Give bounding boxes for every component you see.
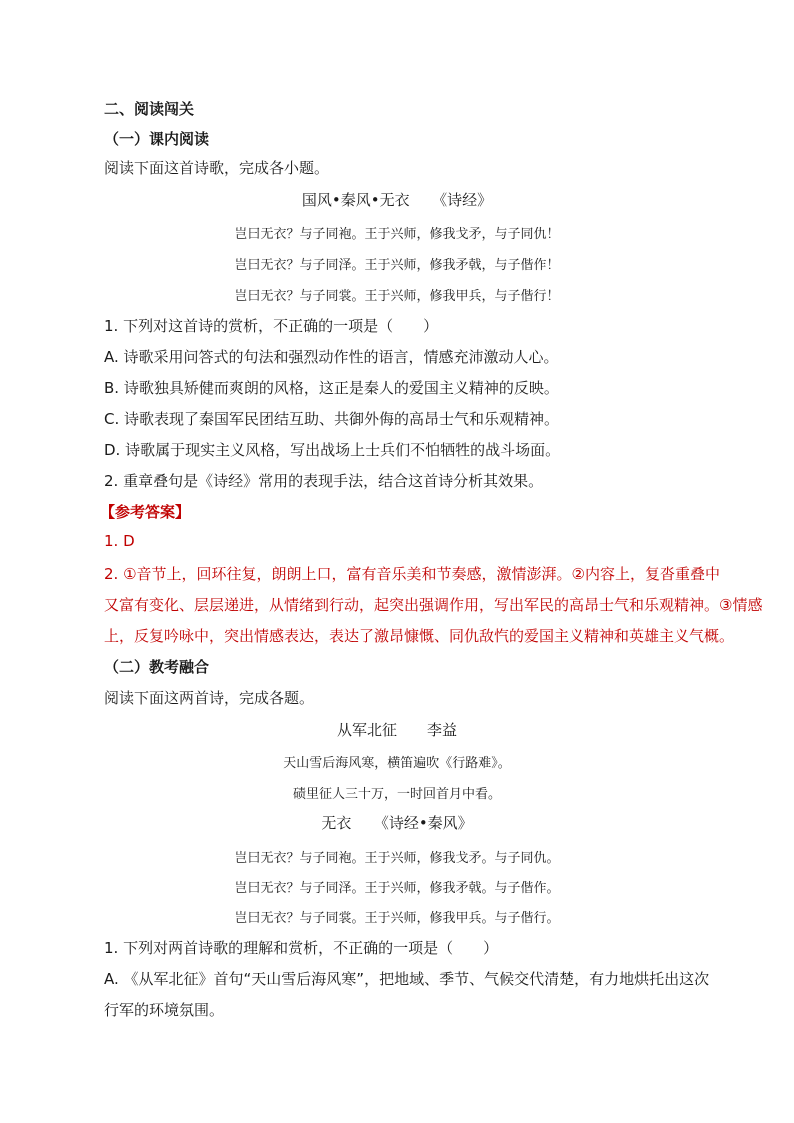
- part1-poem-line: 岂曰无衣？与子同裳。王于兴师，修我甲兵，与子偕行！: [234, 289, 560, 304]
- part2-poem2-line: 岂曰无衣？与子同泽。王于兴师，修我矛戟。与子偕作。: [234, 881, 560, 896]
- part2-instruction: 阅读下面这两首诗，完成各题。: [104, 689, 315, 707]
- part2-heading: （二）教考融合: [104, 658, 210, 676]
- part1-option-b: B. 诗歌独具矫健而爽朗的风格，这正是秦人的爱国主义精神的反映。: [104, 379, 559, 397]
- answer-1: 1. D: [104, 532, 135, 550]
- answer-2-line: 又富有变化、层层递进，从情绪到行动，起突出强调作用，写出军民的高昂士气和乐观精神。③情感: [104, 596, 763, 614]
- part1-poem-line: 岂曰无衣？与子同泽。王于兴师，修我矛戟，与子偕作！: [234, 258, 560, 273]
- part1-instruction: 阅读下面这首诗歌，完成各小题。: [104, 159, 330, 177]
- answer-heading: 【参考答案】: [100, 503, 191, 521]
- answer-2-line: 上，反复吟咏中，突出情感表达，表达了激昂慷慨、同仇敌忾的爱国主义精神和英雄主义气概。: [104, 627, 735, 645]
- part1-poem-title: 国风•秦风•无衣 《诗经》: [301, 191, 493, 209]
- part2-question1: 1. 下列对两首诗歌的理解和赏析，不正确的一项是（ ）: [104, 939, 499, 957]
- part2-option-a-line: A. 《从军北征》首句“天山雪后海风寒”，把地域、季节、气候交代清楚，有力地烘托出这次: [104, 970, 710, 988]
- part2-poem1-line: 天山雪后海风寒，横笛遍吹《行路难》。: [283, 756, 511, 771]
- part1-poem-line: 岂曰无衣？与子同袍。王于兴师，修我戈矛，与子同仇！: [234, 227, 560, 242]
- section-title: 二、阅读闯关: [104, 100, 195, 118]
- answer-2-line: 2. ①音节上，回环往复，朗朗上口，富有音乐美和节奏感，激情澎湃。②内容上，复沓重叠中: [104, 565, 720, 583]
- part2-poem1-title: 从军北征 李益: [336, 721, 457, 739]
- part2-poem2-line: 岂曰无衣？与子同袍。王于兴师，修我戈矛。与子同仇。: [234, 851, 560, 866]
- part2-option-a-line: 行军的环境氛围。: [104, 1001, 225, 1019]
- part1-question2: 2. 重章叠句是《诗经》常用的表现手法，结合这首诗分析其效果。: [104, 472, 544, 490]
- part2-poem1-line: 碛里征人三十万，一时回首月中看。: [292, 787, 501, 802]
- part1-option-c: C. 诗歌表现了秦国军民团结互助、共御外侮的高昂士气和乐观精神。: [104, 410, 560, 428]
- part1-option-a: A. 诗歌采用问答式的句法和强烈动作性的语言，情感充沛激动人心。: [104, 348, 559, 366]
- part1-heading: （一）课内阅读: [104, 130, 210, 148]
- part2-poem2-line: 岂曰无衣？与子同裳。王于兴师，修我甲兵。与子偕行。: [234, 911, 560, 926]
- part2-poem2-title: 无衣 《诗经•秦风》: [321, 814, 473, 832]
- part1-question1: 1. 下列对这首诗的赏析，不正确的一项是（ ）: [104, 317, 439, 335]
- part1-option-d: D. 诗歌属于现实主义风格，写出战场上士兵们不怕牺牲的战斗场面。: [104, 441, 561, 459]
